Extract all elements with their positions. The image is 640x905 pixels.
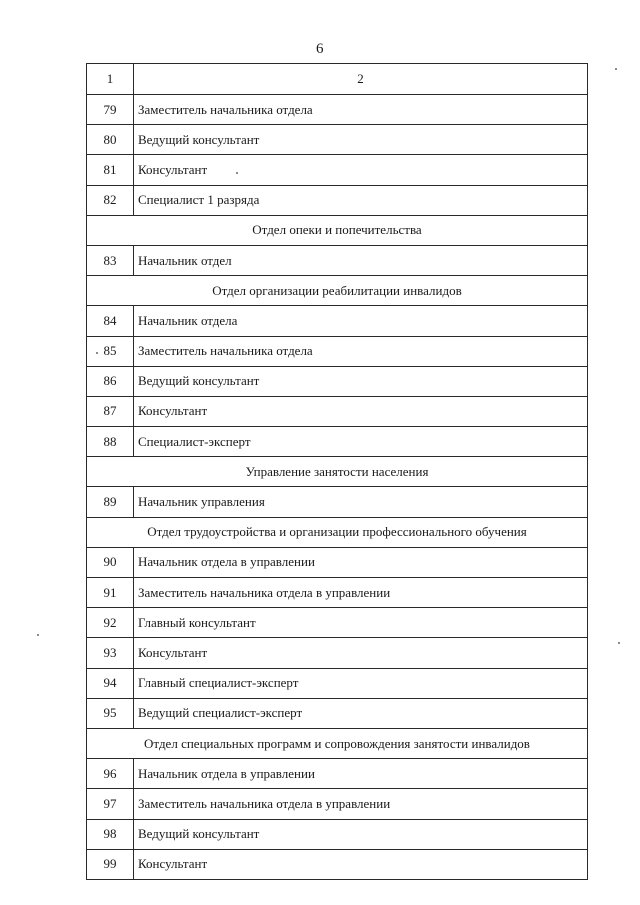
page-number: 6: [316, 41, 324, 57]
position-title: Консультант: [134, 155, 588, 185]
position-title: Ведущий консультант: [134, 125, 588, 155]
row-number: 92: [87, 608, 134, 638]
position-title: Заместитель начальника отдела: [134, 336, 588, 366]
position-title: Главный консультант: [134, 608, 588, 638]
section-row: [87, 457, 588, 487]
table-row: [87, 396, 588, 426]
row-number: 98: [87, 819, 134, 849]
section-row: [87, 728, 588, 758]
position-title: Специалист 1 разряда: [134, 185, 588, 215]
position-title: Начальник отдел: [134, 245, 588, 275]
scan-speck: [96, 352, 98, 354]
table-row: [87, 698, 588, 728]
table-row: [87, 759, 588, 789]
header-cell-title: 2: [134, 64, 588, 95]
position-title: Ведущий консультант: [134, 819, 588, 849]
section-row: [87, 215, 588, 245]
row-number: 87: [87, 396, 134, 426]
section-title: Отдел опеки и попечительства: [87, 215, 588, 245]
section-title: Отдел организации реабилитации инвалидов: [87, 276, 588, 306]
table-row: [87, 427, 588, 457]
row-number: 93: [87, 638, 134, 668]
position-title: Начальник управления: [134, 487, 588, 517]
table-row: [87, 487, 588, 517]
table-row: [87, 819, 588, 849]
section-title: Отдел специальных программ и сопровождения занятости инвалидов: [87, 728, 588, 758]
row-number: 85: [87, 336, 134, 366]
table-row: [87, 668, 588, 698]
scan-speck: [615, 68, 617, 70]
row-number: 89: [87, 487, 134, 517]
position-title: Начальник отдела в управлении: [134, 547, 588, 577]
position-title: Начальник отдела в управлении: [134, 759, 588, 789]
position-title: Специалист-эксперт: [134, 427, 588, 457]
position-title: Заместитель начальника отдела: [134, 95, 588, 125]
table-row: [87, 547, 588, 577]
row-number: 79: [87, 95, 134, 125]
section-title: Управление занятости населения: [87, 457, 588, 487]
section-title: Отдел трудоустройства и организации профессионального обучения: [87, 517, 588, 547]
position-title: Заместитель начальника отдела в управлении: [134, 789, 588, 819]
row-number: 80: [87, 125, 134, 155]
table-row: [87, 608, 588, 638]
position-title: Ведущий консультант: [134, 366, 588, 396]
section-row: [87, 276, 588, 306]
table-row: [87, 155, 588, 185]
table-row: [87, 125, 588, 155]
table-row: [87, 95, 588, 125]
table-row: [87, 336, 588, 366]
row-number: 90: [87, 547, 134, 577]
row-number: 96: [87, 759, 134, 789]
row-number: 82: [87, 185, 134, 215]
position-title: Главный специалист-эксперт: [134, 668, 588, 698]
table-row: [87, 185, 588, 215]
table-row: [87, 366, 588, 396]
table-row: [87, 638, 588, 668]
scan-speck: [618, 642, 620, 644]
table-row: [87, 306, 588, 336]
positions-table: [86, 63, 588, 880]
table-row: [87, 789, 588, 819]
table-header-row: [87, 64, 588, 95]
table-row: [87, 578, 588, 608]
row-number: 91: [87, 578, 134, 608]
row-number: 97: [87, 789, 134, 819]
row-number: 86: [87, 366, 134, 396]
row-number: 95: [87, 698, 134, 728]
position-title: Заместитель начальника отдела в управлении: [134, 578, 588, 608]
row-number: 84: [87, 306, 134, 336]
row-number: 83: [87, 245, 134, 275]
positions-table-body: [87, 64, 588, 880]
positions-table-container: [86, 63, 588, 880]
scan-speck: [236, 172, 238, 174]
scan-speck: [37, 634, 39, 636]
position-title: Консультант: [134, 849, 588, 879]
header-cell-number: 1: [87, 64, 134, 95]
position-title: Ведущий специалист-эксперт: [134, 698, 588, 728]
table-row: [87, 245, 588, 275]
position-title: Начальник отдела: [134, 306, 588, 336]
row-number: 81: [87, 155, 134, 185]
position-title: Консультант: [134, 396, 588, 426]
section-row: [87, 517, 588, 547]
table-row: [87, 849, 588, 879]
position-title: Консультант: [134, 638, 588, 668]
row-number: 94: [87, 668, 134, 698]
row-number: 88: [87, 427, 134, 457]
row-number: 99: [87, 849, 134, 879]
